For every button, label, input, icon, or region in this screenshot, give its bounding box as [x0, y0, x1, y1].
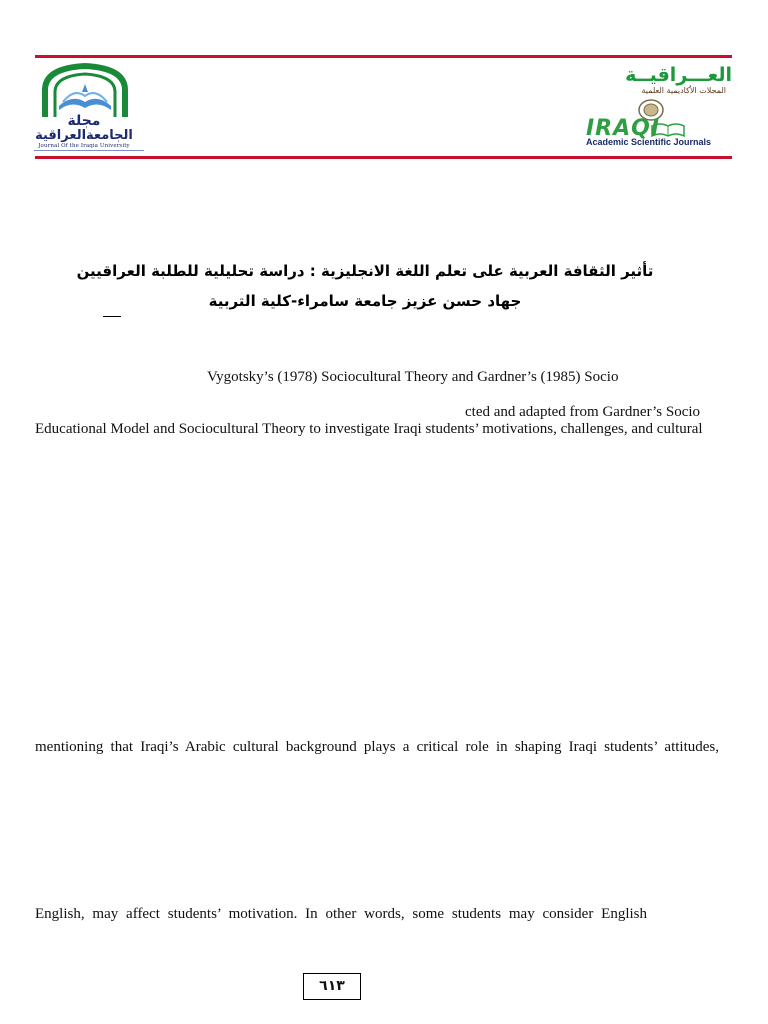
open-book-icon	[650, 120, 686, 138]
short-dash	[103, 316, 121, 317]
header-bottom-rule	[35, 156, 732, 159]
logo-wordmark: IRAQI	[586, 116, 661, 141]
arch-book-icon	[37, 62, 133, 117]
logo-english-caption: Academic Scientific Journals	[586, 137, 712, 147]
body-fragment-1: Vygotsky’s (1978) Sociocultural Theory and Gardner’s (1985) Socio	[207, 369, 619, 385]
logo-arabic-line2: الجامعةالعراقية	[35, 128, 133, 143]
body-fragment-3: Educational Model and Sociocultural Theory to investigate Iraqi students’ motivations, challenges, and cultural	[35, 421, 703, 437]
logo-arabic-line1: مجلة	[67, 113, 101, 129]
logo-arabic-subtitle: المجلات الأكاديمية العلمية	[641, 86, 726, 95]
body-fragment-5: English, may affect students’ motivation. In other words, some students may consider English	[35, 906, 647, 922]
iraqia-university-journal-logo	[34, 62, 144, 154]
body-fragment-2: cted and adapted from Gardner’s Socio	[465, 404, 701, 420]
logo-english-caption: Journal Of the Iraqia University	[38, 143, 130, 149]
header-top-rule	[35, 55, 732, 58]
logo-underline	[34, 150, 144, 151]
logo-arabic-title: العـــراقيــة	[625, 64, 732, 86]
page-number-box: ٦١٣	[303, 973, 361, 1000]
body-fragment-4: mentioning that Iraqi’s Arabic cultural background plays a critical role in shaping Iraqi students’ attitudes,	[35, 739, 719, 755]
article-title: تأثير الثقافة العربية على تعلم اللغة الانجليزية : دراسة تحليلية للطلبة العراقيين	[76, 262, 654, 280]
author-affiliation: جهاد حسن عزيز جامعة سامراء-كلية التربية	[208, 292, 522, 310]
iraqi-academic-journals-logo	[584, 62, 732, 152]
